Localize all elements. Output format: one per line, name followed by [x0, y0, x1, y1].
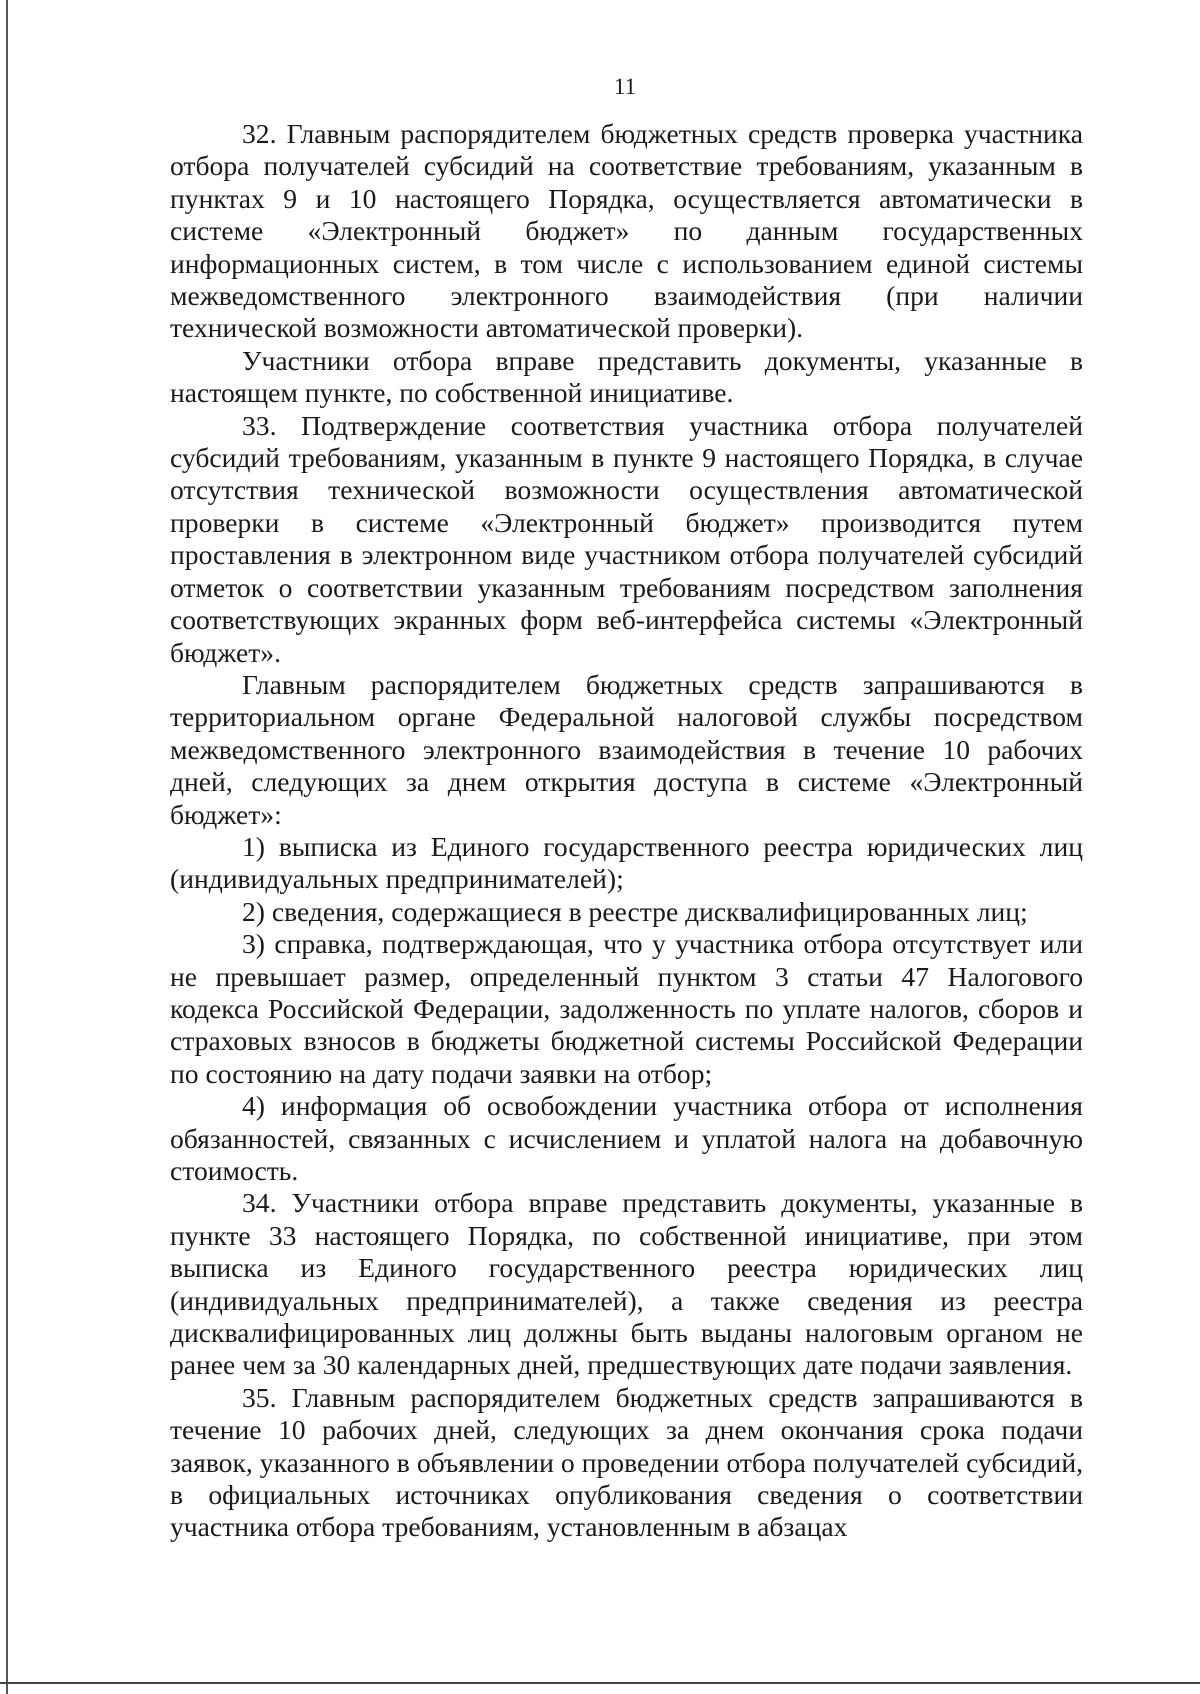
- scan-edge-left: [6, 0, 8, 1694]
- scan-edge-bottom: [0, 1682, 1200, 1684]
- paragraph-35: 35. Главным распорядителем бюджетных средств запрашиваются в течение 10 рабочих дней, следующих за днем окончания срока подачи заявок, указанного в объявлении о проведении отбора получателей субсидий, в официальных источниках опубликования сведения о соответствии участника отбора требованиям, установленным в абзацах: [170, 1381, 1083, 1543]
- list-item-3: 3) справка, подтверждающая, что у участника отбора отсутствует или не превышает размер, определенный пунктом 3 статьи 47 Налогового кодекса Российской Федерации, задолженность по уплате налогов, сборов и страховых взносов в бюджеты бюджетной системы Российской Федерации по состоянию на дату подачи заявки на отбор;: [170, 928, 1083, 1089]
- list-item-1: 1) выписка из Единого государственного реестра юридических лиц (индивидуальных предпринимателей);: [170, 830, 1083, 895]
- paragraph-32-note: Участники отбора вправе представить документы, указанные в настоящем пункте, по собственной инициативе.: [170, 344, 1083, 409]
- paragraph-33-request: Главным распорядителем бюджетных средств запрашиваются в территориальном органе Федеральной налоговой службы посредством межведомственного электронного взаимодействия в течение 10 рабочих дней, следующих за днем открытия доступа в системе «Электронный бюджет»:: [170, 668, 1083, 830]
- page-number: 11: [613, 74, 637, 99]
- paragraph-32: 32. Главным распорядителем бюджетных средств проверка участника отбора получателей субсидий на соответствие требованиям, указанным в пунктах 9 и 10 настоящего Порядка, осуществляется автоматически в системе «Электронный бюджет» по данным государственных информационных систем, в том числе с использованием единой системы межведомственного электронного взаимодействия (при наличии технической возможности автоматической проверки).: [170, 118, 1083, 344]
- document-body: [170, 118, 1083, 1544]
- paragraph-33: 33. Подтверждение соответствия участника отбора получателей субсидий требованиям, указанным в пункте 9 настоящего Порядка, в случае отсутствия технической возможности осуществления автоматической проверки в системе «Электронный бюджет» производится путем проставления в электронном виде участником отбора получателей субсидий отметок о соответствии указанным требованиям посредством заполнения соответствующих экранных форм веб-интерфейса системы «Электронный бюджет».: [170, 409, 1083, 668]
- list-item-2: 2) сведения, содержащиеся в реестре дисквалифицированных лиц;: [242, 895, 1028, 927]
- list-item-4: 4) информация об освобождении участника отбора от исполнения обязанностей, связанных с исчислением и уплатой налога на добавочную стоимость.: [170, 1090, 1083, 1186]
- paragraph-34: 34. Участники отбора вправе представить документы, указанные в пункте 33 настоящего Порядка, по собственной инициативе, при этом выписка из Единого государственного реестра юридических лиц (индивидуальных предпринимателей), а также сведения из реестра дисквалифицированных лиц должны быть выданы налоговым органом не ранее чем за 30 календарных дней, предшествующих дате подачи заявления.: [170, 1187, 1083, 1381]
